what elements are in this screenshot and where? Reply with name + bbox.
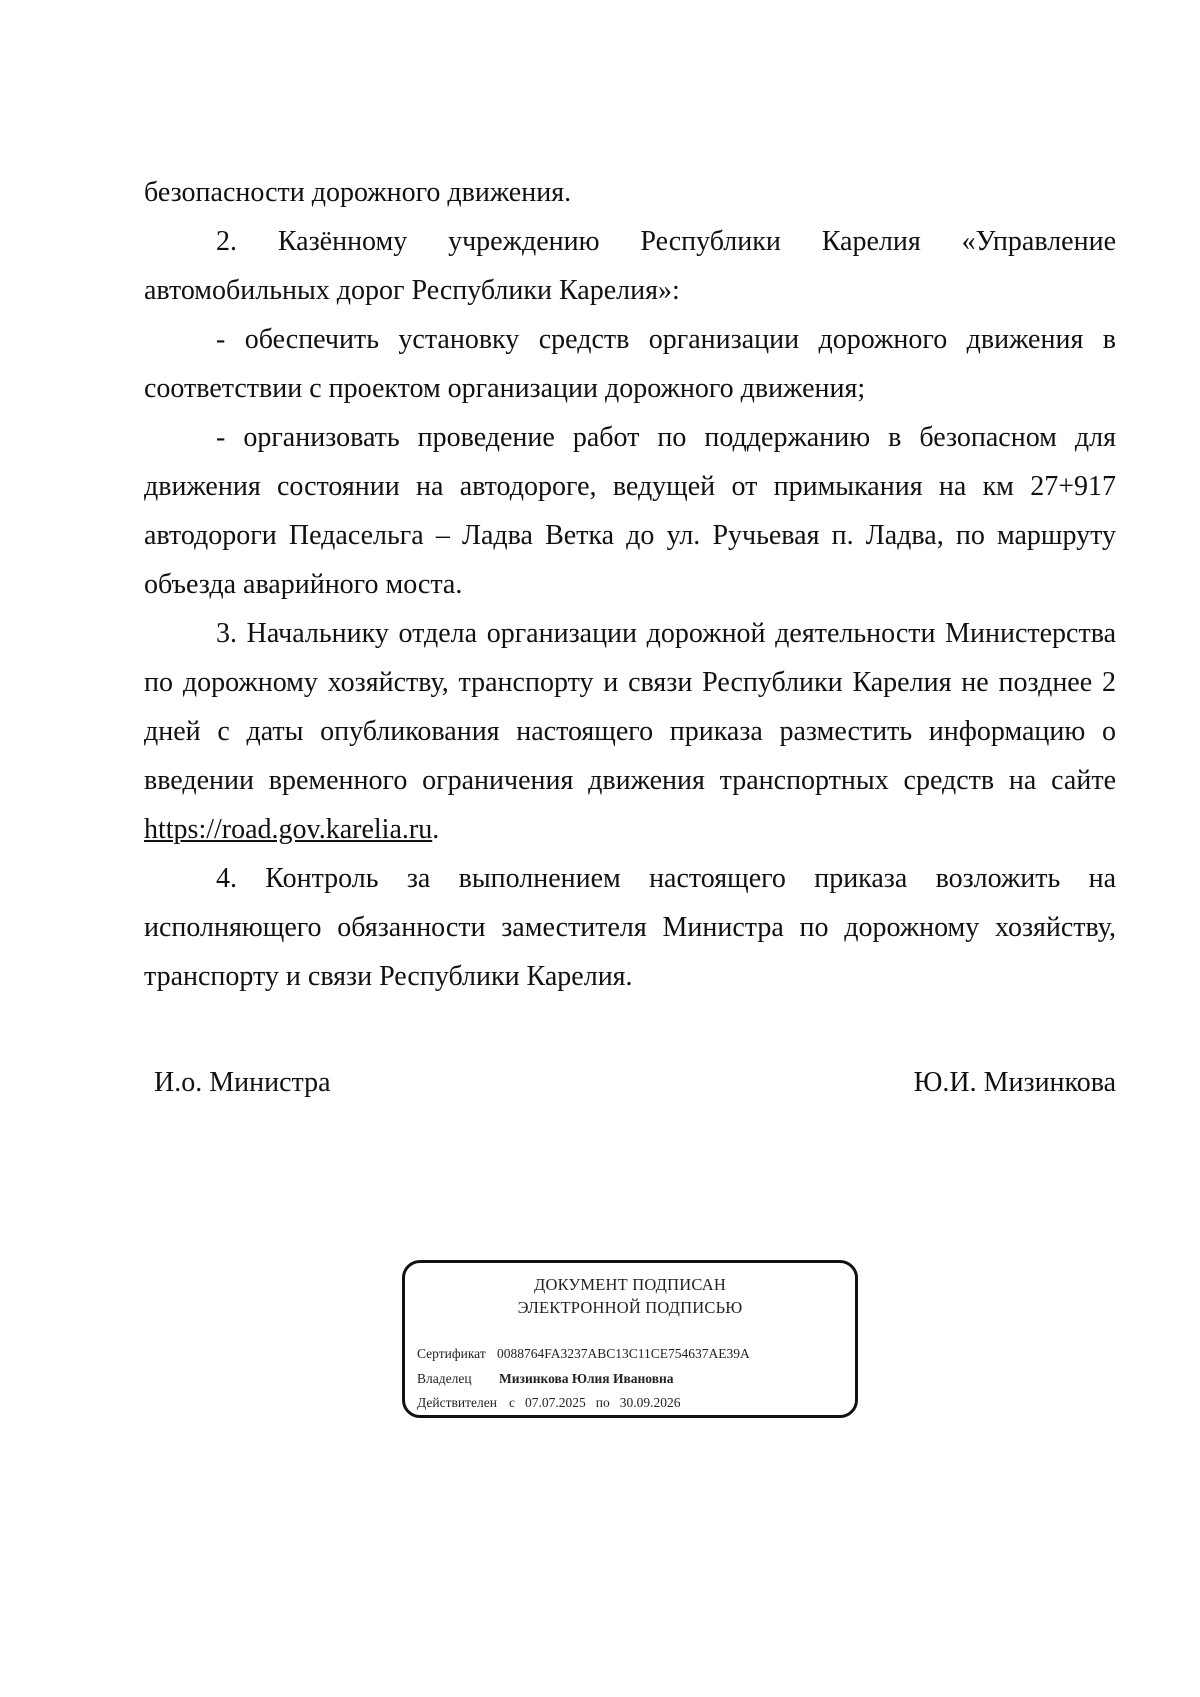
- electronic-signature-stamp: [402, 1260, 858, 1418]
- certificate-value: 0088764FA3237ABC13C11CE754637AE39A: [497, 1346, 750, 1361]
- valid-from-date: 07.07.2025: [525, 1395, 586, 1410]
- signer-position: И.о. Министра: [154, 1067, 331, 1098]
- paragraph-item-2-bullet-2: - организовать проведение работ по поддержанию в безопасном для движения состоянии на автодороге, ведущей от примыкания на км 27+917 автодороги Педасельга – Ладва Ветка до ул. Ручьевая п. Ладва, по маршруту объезда аварийного моста.: [144, 422, 1116, 600]
- paragraph-item-3: [144, 609, 1116, 854]
- paragraph-item-2-bullet-1: - обеспечить установку средств организации дорожного движения в соответствии с проектом организации дорожного движения;: [144, 324, 1116, 404]
- website-link[interactable]: https://road.gov.karelia.ru: [144, 814, 433, 845]
- stamp-title-line-2: ЭЛЕКТРОННОЙ ПОДПИСЬЮ: [517, 1298, 743, 1317]
- stamp-title: [405, 1273, 855, 1319]
- order-body-text: [144, 168, 1116, 1001]
- paragraph-1-continuation: безопасности дорожного движения.: [144, 177, 572, 208]
- certificate-label: Сертификат: [417, 1346, 486, 1361]
- valid-label: Действителен: [417, 1395, 497, 1410]
- link-trailing-period: .: [432, 814, 440, 845]
- owner-value: Мизинкова Юлия Ивановна: [499, 1371, 674, 1386]
- signature-block: [154, 1063, 1116, 1103]
- owner-label: Владелец: [417, 1371, 472, 1386]
- stamp-title-line-1: ДОКУМЕНТ ПОДПИСАН: [534, 1275, 726, 1294]
- stamp-validity-row: [417, 1394, 680, 1412]
- signer-name: Ю.И. Мизинкова: [913, 1067, 1116, 1098]
- valid-from-prefix: с: [509, 1395, 515, 1410]
- valid-to-prefix: по: [595, 1395, 610, 1410]
- paragraph-item-2: 2. Казённому учреждению Республики Карелия «Управление автомобильных дорог Республики Карелия»:: [144, 226, 1116, 306]
- stamp-certificate-row: [417, 1345, 750, 1363]
- stamp-owner-row: [417, 1370, 674, 1388]
- paragraph-item-4: 4. Контроль за выполнением настоящего приказа возложить на исполняющего обязанности заместителя Министра по дорожному хозяйству, транспорту и связи Республики Карелия.: [144, 863, 1116, 992]
- paragraph-item-3-text: 3. Начальнику отдела организации дорожной деятельности Министерства по дорожному хозяйству, транспорту и связи Республики Карелия не позднее 2 дней с даты опубликования настоящего приказа разместить информацию о введении временного ограничения движения транспортных средств на сайте: [144, 618, 1116, 796]
- valid-to-date: 30.09.2026: [619, 1395, 681, 1410]
